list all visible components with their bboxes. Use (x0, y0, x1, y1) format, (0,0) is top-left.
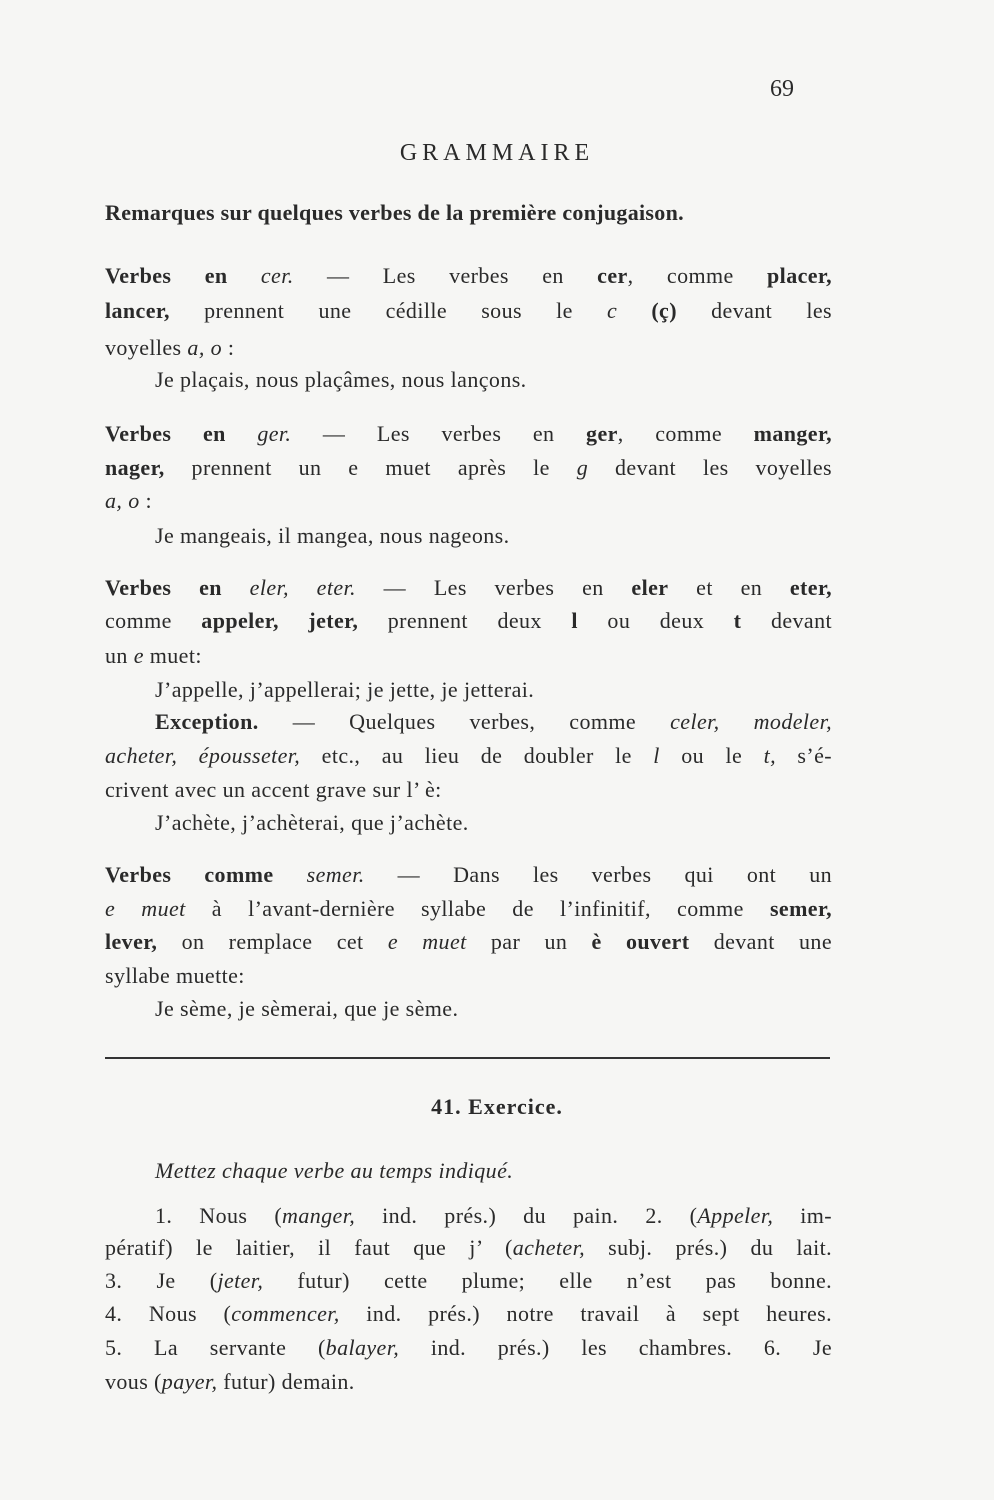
page-header: GRAMMAIRE (399, 140, 595, 166)
eler-line-2: comme appeler, jeter, prennent deux l ou deux t devant (105, 608, 832, 633)
cer-line-1: Verbes en cer. — Les verbes en cer, comme placer, (105, 263, 832, 288)
ger-example: Je mangeais, il mangea, nous nageons. (155, 523, 510, 548)
semer-line-2: e muet à l’avant-dernière syllabe de l’infinitif, comme semer, (105, 896, 832, 921)
page-number: 69 (770, 76, 794, 102)
semer-line-1: Verbes comme semer. — Dans les verbes qui ont un (105, 862, 832, 887)
cer-line-3: voyelles a, o : (105, 335, 235, 360)
ger-line-3: a, o : (105, 488, 153, 513)
exercise-line-1: 1. Nous (manger, ind. prés.) du pain. 2. (Appeler, im- (155, 1203, 832, 1228)
semer-example: Je sème, je sèmerai, que je sème. (155, 996, 459, 1021)
exception-line-3: crivent avec un accent grave sur l’ è: (105, 777, 442, 802)
cer-example: Je plaçais, nous plaçâmes, nous lançons. (155, 367, 527, 392)
section-subheading: Remarques sur quelques verbes de la première conjugaison. (105, 200, 684, 225)
ger-line-1: Verbes en ger. — Les verbes en ger, comme manger, (105, 421, 832, 446)
eler-line-1: Verbes en eler, eter. — Les verbes en eler et en eter, (105, 575, 832, 600)
exception-example: J’achète, j’achèterai, que j’achète. (155, 810, 469, 835)
semer-line-3: lever, on remplace cet e muet par un è ouvert devant une (105, 929, 832, 954)
exercise-line-6: vous (payer, futur) demain. (105, 1369, 355, 1394)
exercise-title: 41. Exercice. (431, 1094, 563, 1119)
exercise-line-3: 3. Je (jeter, futur) cette plume; elle n’est pas bonne. (105, 1268, 833, 1293)
exercise-line-2: pératif) le laitier, il faut que j’ (acheter, subj. prés.) du lait. (105, 1235, 832, 1260)
exercise-line-5: 5. La servante (balayer, ind. prés.) les chambres. 6. Je (105, 1335, 832, 1360)
exercise-line-4: 4. Nous (commencer, ind. prés.) notre travail à sept heures. (105, 1301, 832, 1326)
section-divider (105, 1057, 830, 1059)
exception-line-1: Exception. — Quelques verbes, comme celer, modeler, (155, 709, 832, 734)
eler-line-3: un e muet: (105, 643, 202, 668)
ger-line-2: nager, prennent un e muet après le g devant les voyelles (105, 455, 832, 480)
cer-line-2: lancer, prennent une cédille sous le c (ç) devant les (105, 298, 832, 323)
exercise-instruction: Mettez chaque verbe au temps indiqué. (155, 1158, 514, 1183)
eler-example: J’appelle, j’appellerai; je jette, je jetterai. (155, 677, 535, 702)
exception-line-2: acheter, épousseter, etc., au lieu de doubler le l ou le t, s’é- (105, 743, 833, 768)
semer-line-4: syllabe muette: (105, 963, 245, 988)
